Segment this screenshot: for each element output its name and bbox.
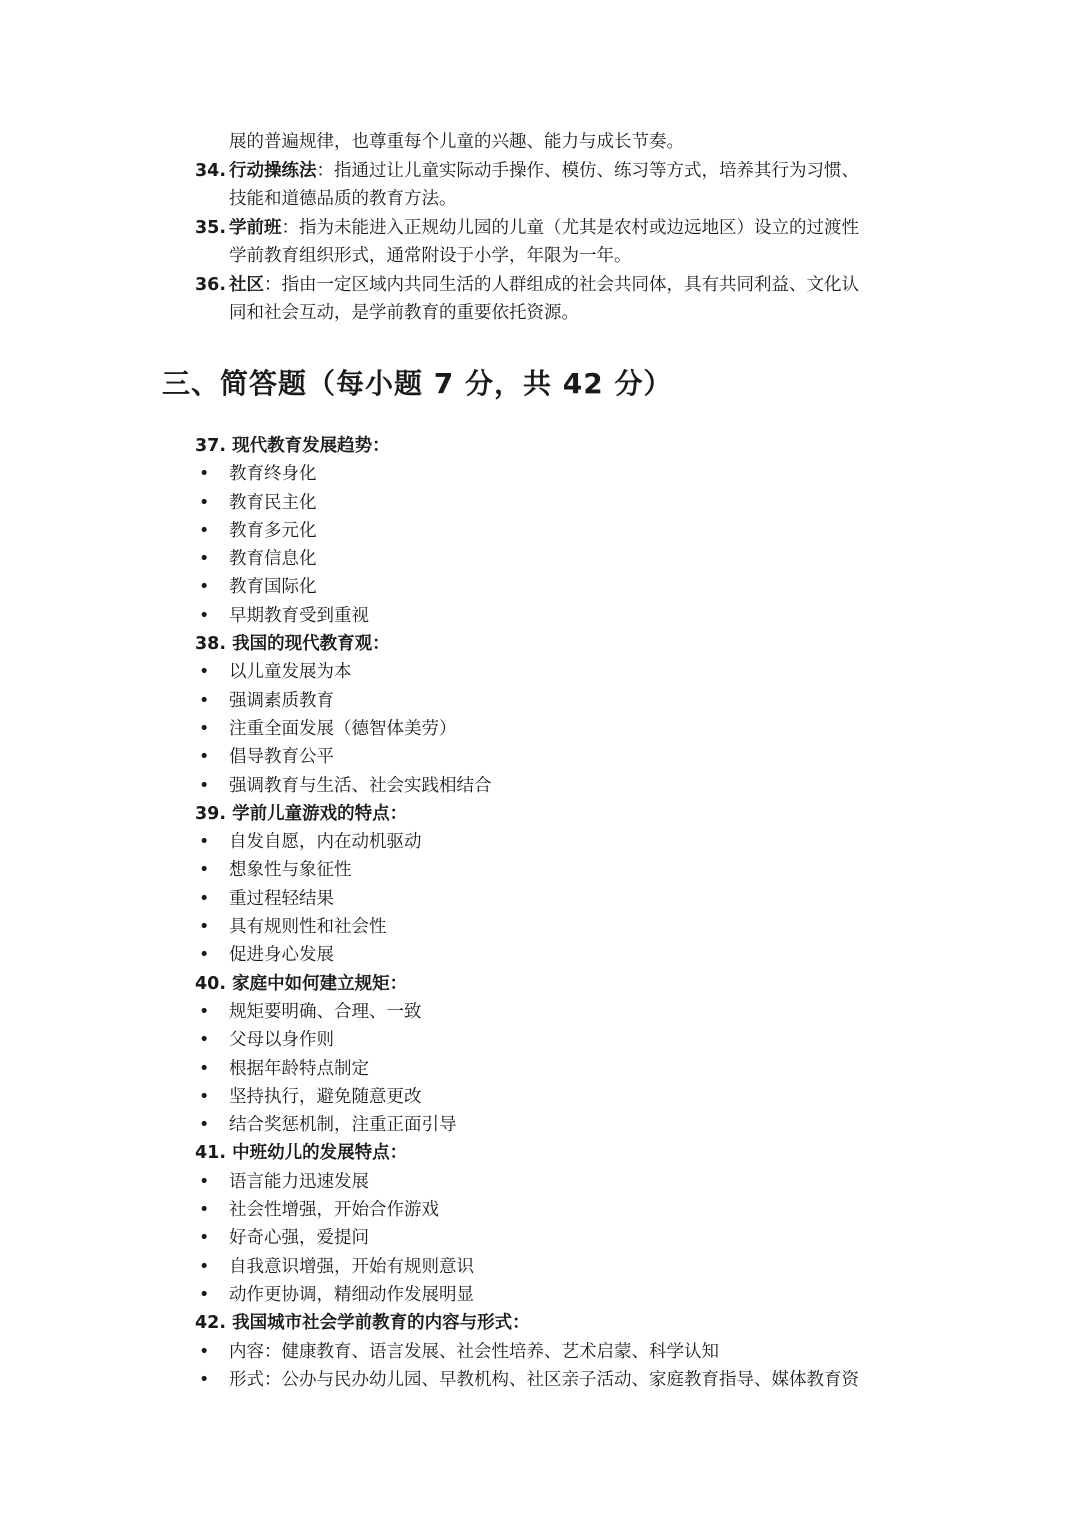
question-heading: 37. 现代教育发展趋势：: [195, 436, 390, 456]
definition-number: 35.: [195, 217, 227, 238]
definition-text-cont: 学前教育组织形式，通常附设于小学，年限为一年。: [229, 246, 632, 266]
bullet-text: 动作更协调，精细动作发展明显: [229, 1284, 474, 1305]
bullet-icon: •: [199, 1341, 210, 1362]
bullet-text: 强调教育与生活、社会实践相结合: [229, 775, 492, 796]
bullet-icon: •: [199, 1284, 210, 1305]
definition-text: ：指由一定区域内共同生活的人群组成的社会共同体，具有共同利益、文化认: [264, 274, 859, 295]
bullet-icon: •: [199, 860, 210, 881]
bullet-text: 语言能力迅速发展: [229, 1171, 369, 1192]
bullet-icon: •: [199, 690, 210, 711]
bullet-text: 自我意识增强，开始有规则意识: [229, 1256, 474, 1277]
bullet-text: 以儿童发展为本: [229, 662, 352, 683]
definition-text: ：指为未能进入正规幼儿园的儿童（尤其是农村或边远地区）设立的过渡性: [281, 217, 859, 238]
bullet-icon: •: [199, 492, 210, 513]
question-heading: 38. 我国的现代教育观：: [195, 634, 390, 655]
bullet-text: 坚持执行，避免随意更改: [229, 1086, 422, 1107]
definition-item: [195, 214, 925, 271]
bullet-text: 促进身心发展: [229, 945, 334, 966]
definition-text-cont: 技能和道德品质的教育方法。: [229, 189, 457, 209]
bullet-item: [195, 1224, 925, 1252]
bullet-text: 教育民主化: [229, 492, 317, 513]
bullet-icon: •: [199, 1001, 210, 1022]
bullet-item: [195, 715, 925, 743]
bullet-item: [195, 1168, 925, 1196]
definition-continuation: 展的普遍规律，也尊重每个儿童的兴趣、能力与成长节奏。: [229, 132, 684, 152]
bullet-icon: •: [199, 520, 210, 541]
bullet-icon: •: [199, 775, 210, 796]
bullet-icon: •: [199, 1115, 210, 1136]
bullet-text: 具有规则性和社会性: [229, 917, 387, 938]
question-heading: 39. 学前儿童游戏的特点：: [195, 803, 408, 824]
bullet-item: [195, 913, 925, 941]
bullet-text: 好奇心强，爱提问: [229, 1228, 369, 1249]
bullet-text: 早期教育受到重视: [229, 605, 369, 626]
section-title: 三、简答题（每小题 7 分，共 42 分）: [162, 367, 673, 400]
bullet-item: [195, 1083, 925, 1111]
bullet-text: 注重全面发展（德智体美劳）: [229, 718, 457, 739]
bullet-text: 内容：健康教育、语言发展、社会性培养、艺术启蒙、科学认知: [229, 1341, 719, 1362]
definition-text: ：指通过让儿童实际动手操作、模仿、练习等方式，培养其行为习惯、: [316, 160, 859, 181]
bullet-icon: •: [199, 1030, 210, 1051]
bullet-icon: •: [199, 945, 210, 966]
bullet-item: [195, 1111, 925, 1139]
bullet-icon: •: [199, 1256, 210, 1277]
bullet-item: [195, 1253, 925, 1281]
bullet-item: [195, 1055, 925, 1083]
bullet-item: [195, 545, 925, 573]
bullet-item: [195, 1281, 925, 1309]
definitions-list: [195, 128, 925, 328]
question-heading: 42. 我国城市社会学前教育的内容与形式：: [195, 1313, 530, 1334]
bullet-text: 教育多元化: [229, 520, 317, 541]
bullet-icon: •: [199, 1086, 210, 1107]
bullet-item: [195, 856, 925, 884]
bullet-icon: •: [199, 1228, 210, 1249]
bullet-icon: •: [199, 662, 210, 683]
bullet-text: 倡导教育公平: [229, 747, 334, 768]
bullet-item: [195, 1338, 925, 1366]
bullet-icon: •: [199, 464, 210, 485]
bullet-text: 结合奖惩机制，注重正面引导: [229, 1115, 457, 1136]
bullet-icon: •: [199, 605, 210, 626]
bullet-item: [195, 885, 925, 913]
bullet-item: [195, 573, 925, 601]
question-heading: 41. 中班幼儿的发展特点：: [195, 1143, 408, 1164]
definition-term: 社区: [229, 274, 264, 295]
bullet-item: [195, 517, 925, 545]
definition-term: 行动操练法: [229, 160, 317, 181]
bullet-text: 想象性与象征性: [229, 860, 352, 881]
short-answer-list: [195, 432, 925, 1394]
bullet-item: [195, 743, 925, 771]
bullet-item: [195, 1366, 925, 1394]
bullet-item: [195, 658, 925, 686]
bullet-item: [195, 460, 925, 488]
bullet-icon: •: [199, 747, 210, 768]
bullet-text: 形式：公办与民办幼儿园、早教机构、社区亲子活动、家庭教育指导、媒体教育资: [229, 1369, 859, 1390]
bullet-icon: •: [199, 549, 210, 570]
bullet-icon: •: [199, 832, 210, 853]
bullet-text: 教育国际化: [229, 577, 317, 598]
bullet-text: 自发自愿，内在动机驱动: [229, 832, 422, 853]
bullet-text: 教育信息化: [229, 549, 317, 570]
definition-number: 36.: [195, 274, 227, 295]
bullet-text: 教育终身化: [229, 464, 317, 485]
bullet-icon: •: [199, 1058, 210, 1079]
bullet-item: [195, 828, 925, 856]
bullet-text: 根据年龄特点制定: [229, 1058, 369, 1079]
bullet-icon: •: [199, 1171, 210, 1192]
bullet-text: 重过程轻结果: [229, 888, 334, 909]
definition-term: 学前班: [229, 217, 282, 238]
definition-item: [195, 271, 925, 328]
bullet-icon: •: [199, 917, 210, 938]
bullet-item: [195, 489, 925, 517]
bullet-item: [195, 687, 925, 715]
bullet-icon: •: [199, 1369, 210, 1390]
bullet-text: 强调素质教育: [229, 690, 334, 711]
bullet-item: [195, 941, 925, 969]
bullet-item: [195, 998, 925, 1026]
bullet-icon: •: [199, 888, 210, 909]
definition-text-cont: 同和社会互动，是学前教育的重要依托资源。: [229, 303, 579, 323]
bullet-item: [195, 1196, 925, 1224]
bullet-item: [195, 772, 925, 800]
question-heading: 40. 家庭中如何建立规矩：: [195, 973, 408, 994]
bullet-icon: •: [199, 1200, 210, 1221]
bullet-text: 社会性增强，开始合作游戏: [229, 1200, 439, 1221]
bullet-text: 规矩要明确、合理、一致: [229, 1001, 422, 1022]
bullet-item: [195, 1026, 925, 1054]
definition-item: [195, 157, 925, 214]
definition-number: 34.: [195, 160, 227, 181]
bullet-text: 父母以身作则: [229, 1030, 334, 1051]
bullet-icon: •: [199, 577, 210, 598]
bullet-item: [195, 602, 925, 630]
bullet-icon: •: [199, 718, 210, 739]
